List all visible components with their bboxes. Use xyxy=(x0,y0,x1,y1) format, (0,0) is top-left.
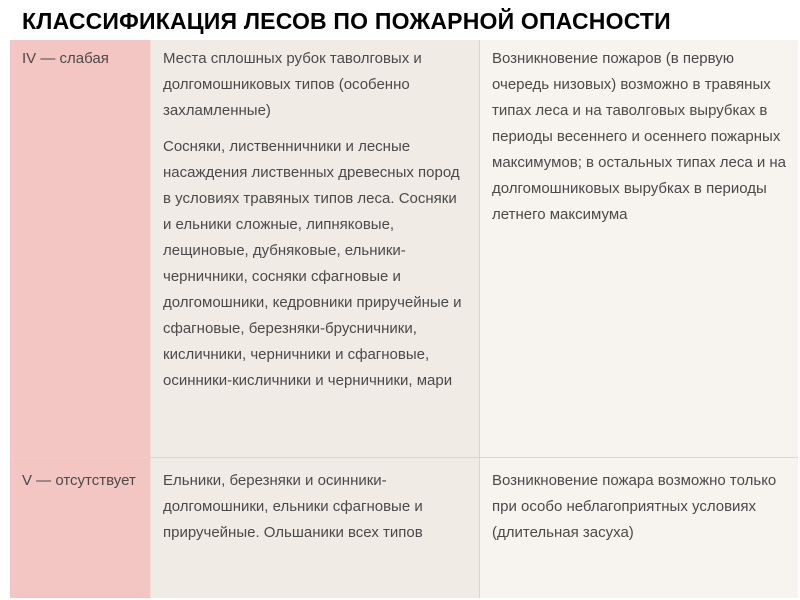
class-cell xyxy=(10,458,151,599)
fire-danger-table xyxy=(10,40,798,598)
class-label: V — отсутствует xyxy=(22,472,136,489)
fire-conditions-cell xyxy=(480,40,799,458)
forest-types-text: Сосняки, лиственничники и лесные насаждения лиственных древесных пород в условиях травяных типов леса. Сосняки и ельники сложные, липняковые, лещиновые, дубняковые, ельники-черничники, сосняки сфагновые и долгомошники, кедровники приручейные и сфагновые, березняки-брусничники, кисличники, черничники и сфагновые, осинники-кисличники и черничники, мари xyxy=(163,138,462,389)
fire-conditions-text: Возникновение пожара возможно только при особо неблагоприятных условиях (длительная засуха) xyxy=(492,472,777,541)
forest-types-text: Ельники, березняки и осинники-долгомошники, ельники сфагновые и приручейные. Ольшаники всех типов xyxy=(163,472,423,541)
forest-types-text: Места сплошных рубок таволговых и долгомошниковых типов (особенно захламленные) xyxy=(163,50,422,119)
class-cell xyxy=(10,40,151,458)
class-label: IV — слабая xyxy=(22,50,109,67)
forest-types-cell xyxy=(151,40,480,458)
forest-types-cell xyxy=(151,458,480,599)
table-row xyxy=(10,458,798,599)
table-row xyxy=(10,40,798,458)
page-title: КЛАССИФИКАЦИЯ ЛЕСОВ ПО ПОЖАРНОЙ ОПАСНОСТИ xyxy=(22,8,671,34)
fire-conditions-text: Возникновение пожаров (в первую очередь низовых) возможно в травяных типах леса и на таволговых вырубках в периоды весеннего и осеннего пожарных максимумов; в остальных типах леса и на долгомошниковых вырубках в периоды летнего максимума xyxy=(492,50,787,223)
fire-conditions-cell xyxy=(480,458,799,599)
